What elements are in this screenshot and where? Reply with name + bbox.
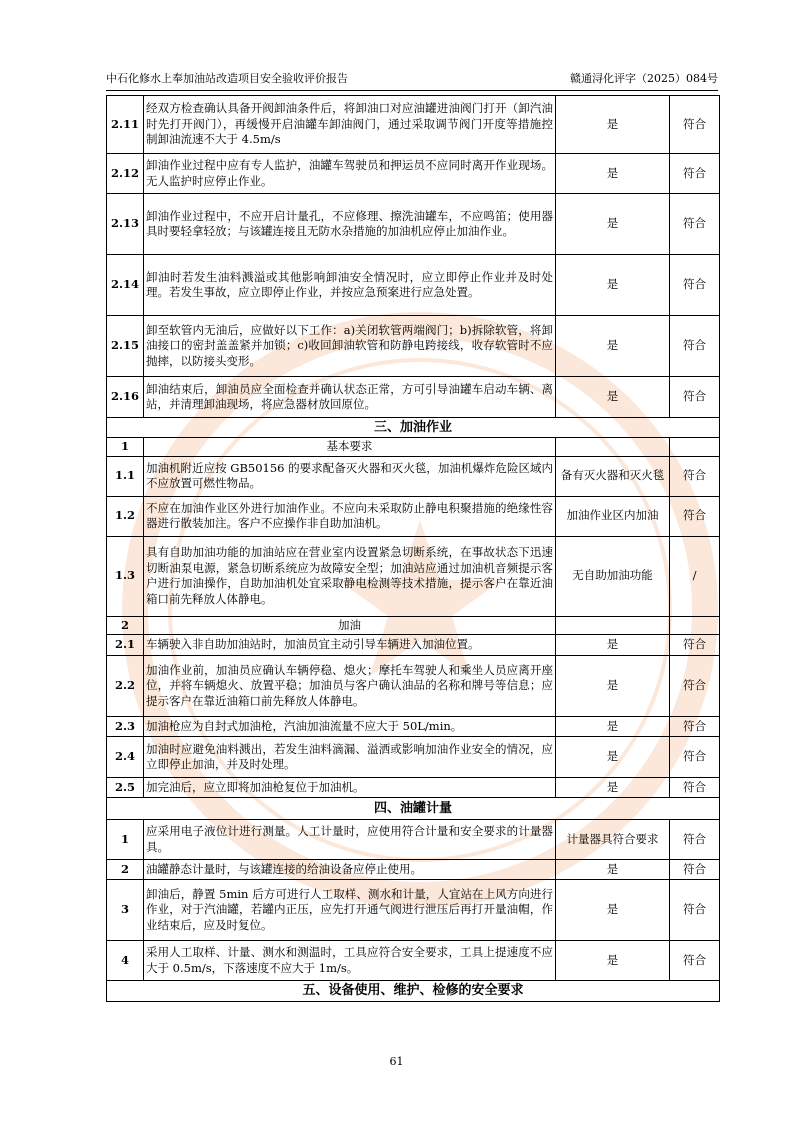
section-row — [107, 981, 720, 1002]
table-row — [107, 635, 720, 656]
subsection-row — [107, 616, 720, 635]
check-result: 是 — [556, 941, 670, 981]
check-result: 是 — [556, 656, 670, 717]
check-content: 卸油后，静置 5min 后方可进行人工取样、测水和计量，人宜站在上风方向进行作业，对于汽油罐，若罐内正压，应先打开通气阀进行泄压后再打开量油帽，作业结束后，应及时复位。 — [144, 880, 556, 941]
table-row — [107, 778, 720, 798]
check-conclusion: / — [670, 536, 720, 616]
check-conclusion: 符合 — [670, 737, 720, 778]
table-row — [107, 96, 720, 154]
item-number: 1 — [107, 438, 144, 457]
item-number: 2.3 — [107, 717, 144, 737]
check-result: 是 — [556, 194, 670, 255]
subsection-row — [107, 438, 720, 457]
check-conclusion: 符合 — [670, 316, 720, 377]
check-conclusion: 符合 — [670, 96, 720, 154]
check-conclusion: 符合 — [670, 377, 720, 418]
check-conclusion: 符合 — [670, 154, 720, 194]
page-number: 61 — [389, 1055, 404, 1068]
check-conclusion: 符合 — [670, 880, 720, 941]
item-number: 2.16 — [107, 377, 144, 418]
table-row — [107, 536, 720, 616]
item-number: 2.12 — [107, 154, 144, 194]
check-result: 无自助加油功能 — [556, 536, 670, 616]
check-conclusion: 符合 — [670, 194, 720, 255]
check-result: 计量器具符合要求 — [556, 820, 670, 860]
check-conclusion: 符合 — [670, 941, 720, 981]
table-row — [107, 496, 720, 536]
check-result: 是 — [556, 316, 670, 377]
table-row — [107, 717, 720, 737]
subsection-title: 加油 — [144, 616, 556, 635]
table-row — [107, 860, 720, 880]
check-result: 是 — [556, 717, 670, 737]
item-number: 1 — [107, 820, 144, 860]
table-row — [107, 154, 720, 194]
check-content: 不应在加油作业区外进行加油作业。不应向未采取防止静电积聚措施的绝缘性容器进行散装加注。客户不应操作非自助加油机。 — [144, 496, 556, 536]
empty-cell — [556, 438, 670, 457]
check-result: 是 — [556, 96, 670, 154]
section-title: 四、油罐计量 — [107, 798, 720, 820]
check-content: 车辆驶入非自助加油站时，加油员宜主动引导车辆进入加油位置。 — [144, 635, 556, 656]
check-content: 采用人工取样、计量、测水和测温时，工具应符合安全要求，工具上提速度不应大于 0.5m/s，下落速度不应大于 1m/s。 — [144, 941, 556, 981]
check-content: 加完油后，应立即将加油枪复位于加油机。 — [144, 778, 556, 798]
table-row — [107, 377, 720, 418]
check-content: 加油时应避免油料溅出，若发生油料滴漏、溢洒或影响加油作业安全的情况，应立即停止加油，并及时处理。 — [144, 737, 556, 778]
item-number: 1.3 — [107, 536, 144, 616]
check-conclusion: 符合 — [670, 820, 720, 860]
item-number: 2.13 — [107, 194, 144, 255]
item-number: 2 — [107, 860, 144, 880]
checklist-table — [106, 95, 720, 1002]
check-content: 加油枪应为自封式加油枪，汽油加油流量不应大于 50L/min。 — [144, 717, 556, 737]
check-conclusion: 符合 — [670, 496, 720, 536]
header-report-title: 中石化修水上奉加油站改造项目安全验收评价报告 — [106, 72, 348, 85]
check-content: 油罐静态计量时，与该罐连接的给油设备应停止使用。 — [144, 860, 556, 880]
section-title: 五、设备使用、维护、检修的安全要求 — [107, 981, 720, 1002]
check-content: 卸油作业过程中应有专人监护，油罐车驾驶员和押运员不应同时离开作业现场。无人监护时应停止作业。 — [144, 154, 556, 194]
check-conclusion: 符合 — [670, 635, 720, 656]
check-result: 是 — [556, 880, 670, 941]
check-content: 加油作业前，加油员应确认车辆停稳、熄火；摩托车驾驶人和乘坐人员应离开座位，并将车辆熄火、放置平稳；加油员与客户确认油品的名称和牌号等信息；应提示客户在靠近油箱口前先释放人体静电。 — [144, 656, 556, 717]
check-content: 卸至软管内无油后，应做好以下工作：a)关闭软管两端阀门；b)拆除软管，将卸油接口的密封盖盖紧并加锁；c)收回卸油软管和防静电跨接线，收存软管时不应抛摔，以防接头变形。 — [144, 316, 556, 377]
table-row — [107, 656, 720, 717]
check-conclusion: 符合 — [670, 717, 720, 737]
table-row — [107, 456, 720, 496]
item-number: 2.14 — [107, 255, 144, 316]
item-number: 2.2 — [107, 656, 144, 717]
check-result: 是 — [556, 635, 670, 656]
check-result: 是 — [556, 377, 670, 418]
check-conclusion: 符合 — [670, 456, 720, 496]
check-content: 卸油作业过程中，不应开启计量孔，不应修理、擦洗油罐车，不应鸣笛；使用器具时要轻拿轻放；与该罐连接且无防水杂措施的加油机应停止加油作业。 — [144, 194, 556, 255]
check-content: 具有自助加油功能的加油站应在营业室内设置紧急切断系统，在事故状态下迅速切断油泵电源，紧急切断系统应为故障安全型；加油站应通过加油机音频提示客户进行加油操作，自助加油机处宜采取静电检测等技术措施，提示客户在靠近油箱口前先释放人体静电。 — [144, 536, 556, 616]
section-row — [107, 418, 720, 438]
item-number: 2.15 — [107, 316, 144, 377]
section-row — [107, 798, 720, 820]
table-row — [107, 255, 720, 316]
item-number: 2.11 — [107, 96, 144, 154]
check-result: 是 — [556, 860, 670, 880]
subsection-title: 基本要求 — [144, 438, 556, 457]
item-number: 2.4 — [107, 737, 144, 778]
check-conclusion: 符合 — [670, 778, 720, 798]
empty-cell — [670, 438, 720, 457]
check-result: 是 — [556, 255, 670, 316]
check-content: 卸油时若发生油料溅溢或其他影响卸油安全情况时，应立即停止作业并及时处理。若发生事故，应立即停止作业，并按应急预案进行应急处置。 — [144, 255, 556, 316]
check-result: 是 — [556, 778, 670, 798]
item-number: 2 — [107, 616, 144, 635]
table-row — [107, 941, 720, 981]
header-divider — [106, 90, 718, 91]
check-result: 是 — [556, 737, 670, 778]
check-conclusion: 符合 — [670, 255, 720, 316]
item-number: 4 — [107, 941, 144, 981]
table-row — [107, 737, 720, 778]
empty-cell — [556, 616, 670, 635]
check-result: 备有灭火器和灭火毯 — [556, 456, 670, 496]
check-content: 卸油结束后，卸油员应全面检查并确认状态正常，方可引导油罐车启动车辆、离站，并清理卸油现场，将应急器材放回原位。 — [144, 377, 556, 418]
check-result: 是 — [556, 154, 670, 194]
item-number: 1.2 — [107, 496, 144, 536]
item-number: 2.1 — [107, 635, 144, 656]
check-conclusion: 符合 — [670, 860, 720, 880]
section-title: 三、加油作业 — [107, 418, 720, 438]
check-content: 应采用电子液位计进行测量。人工计量时，应使用符合计量和安全要求的计量器具。 — [144, 820, 556, 860]
empty-cell — [670, 616, 720, 635]
check-content: 加油机附近应按 GB50156 的要求配备灭火器和灭火毯，加油机爆炸危险区域内不应放置可燃性物品。 — [144, 456, 556, 496]
table-row — [107, 820, 720, 860]
item-number: 1.1 — [107, 456, 144, 496]
check-result: 加油作业区内加油 — [556, 496, 670, 536]
check-conclusion: 符合 — [670, 656, 720, 717]
table-row — [107, 880, 720, 941]
check-content: 经双方检查确认具备开阀卸油条件后，将卸油口对应油罐进油阀门打开（卸汽油时先打开阀门），再缓慢开启油罐车卸油阀门，通过采取调节阀门开度等措施控制卸油流速不大于 4.5m/s — [144, 96, 556, 154]
item-number: 3 — [107, 880, 144, 941]
table-row — [107, 194, 720, 255]
item-number: 2.5 — [107, 778, 144, 798]
header-report-number: 赣通浔化评字（2025）084号 — [570, 72, 718, 85]
page-header — [106, 72, 718, 86]
table-row — [107, 316, 720, 377]
